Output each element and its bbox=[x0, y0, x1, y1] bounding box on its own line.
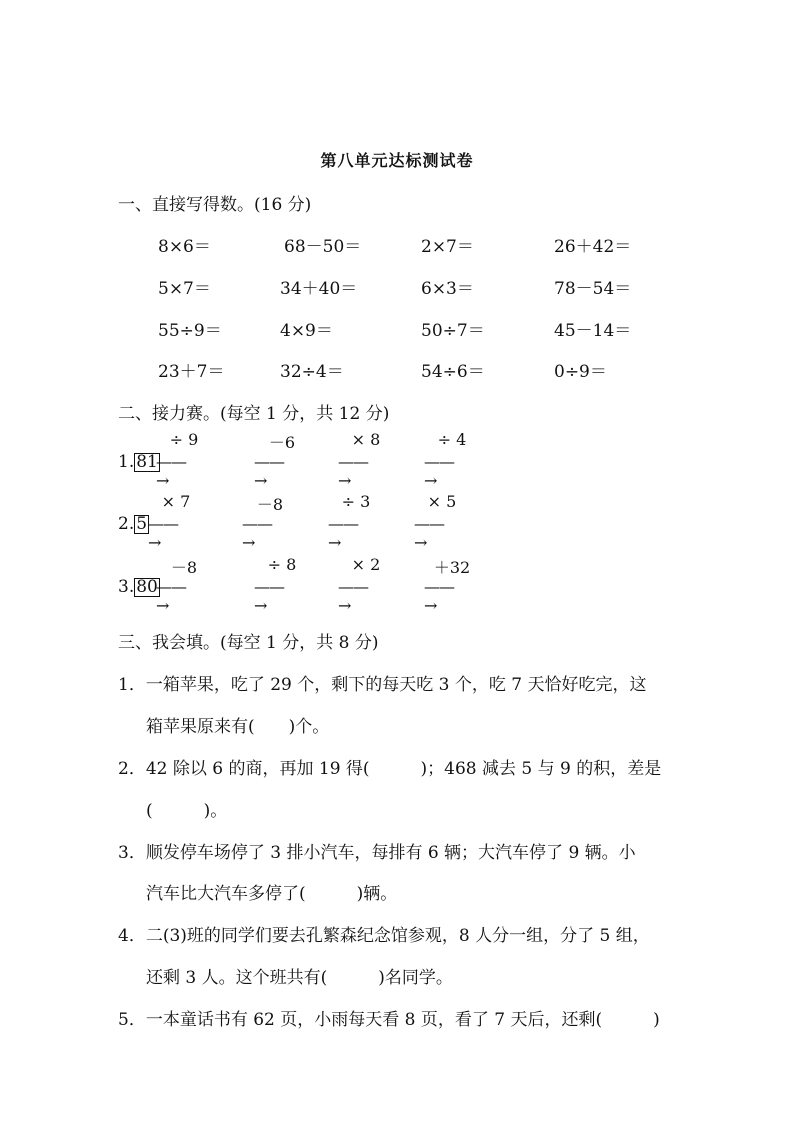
calc-item: 5×7＝ bbox=[158, 279, 211, 299]
arrow-icon: ——→ bbox=[156, 577, 186, 615]
calc-item: 6×3＝ bbox=[421, 279, 474, 299]
question-4-line-2: 还剩 3 人。这个班共有( )名同学。 bbox=[146, 968, 453, 988]
calc-item: 0÷9＝ bbox=[554, 362, 607, 382]
question-3-line-1: 3．顺发停车场停了 3 排小汽车，每排有 6 辆；大汽车停了 9 辆。小 bbox=[118, 843, 636, 863]
question-1-line-2: 箱苹果原来有( )个。 bbox=[146, 717, 330, 737]
calc-item: 32÷4＝ bbox=[280, 362, 344, 382]
operation-label: × 7 bbox=[161, 492, 191, 511]
arrow-icon: ——→ bbox=[414, 514, 444, 552]
calc-item: 8×6＝ bbox=[158, 237, 211, 257]
start-number-box: 5 bbox=[136, 514, 148, 534]
arrow-icon: ——→ bbox=[338, 577, 368, 615]
arrow-icon: ——→ bbox=[242, 514, 272, 552]
calc-item: 4×9＝ bbox=[280, 321, 333, 341]
question-5-line-1: 5．一本童话书有 62 页，小雨每天看 8 页，看了 7 天后，还剩( ) bbox=[118, 1010, 660, 1030]
operation-label: ÷ 8 bbox=[267, 555, 297, 574]
arrow-icon: ——→ bbox=[424, 577, 454, 615]
operation-label: ÷ 4 bbox=[437, 430, 467, 449]
section2-heading: 二、接力赛。(每空 1 分，共 12 分) bbox=[118, 404, 390, 424]
start-number-box: 81 bbox=[136, 452, 158, 472]
page-title: 第八单元达标测试卷 bbox=[320, 151, 474, 170]
operation-label: ÷ 3 bbox=[341, 492, 371, 511]
calc-item: 68－50＝ bbox=[284, 237, 362, 257]
operation-label: ＋32 bbox=[433, 558, 471, 577]
section3-heading: 三、我会填。(每空 1 分，共 8 分) bbox=[118, 633, 379, 653]
chain-number: 1. bbox=[118, 452, 135, 472]
calc-item: 23＋7＝ bbox=[158, 362, 225, 382]
arrow-icon: ——→ bbox=[254, 452, 284, 490]
start-number-box: 80 bbox=[136, 577, 158, 597]
arrow-icon: ——→ bbox=[338, 452, 368, 490]
calc-item: 78－54＝ bbox=[554, 279, 632, 299]
calc-item: 54÷6＝ bbox=[421, 362, 485, 382]
operation-label: × 5 bbox=[427, 492, 457, 511]
question-4-line-1: 4．二(3)班的同学们要去孔繁森纪念馆参观，8 人分一组，分了 5 组， bbox=[118, 926, 650, 946]
question-1-line-1: 1．一箱苹果，吃了 29 个，剩下的每天吃 3 个，吃 7 天恰好吃完，这 bbox=[118, 675, 647, 695]
arrow-icon: ——→ bbox=[148, 514, 178, 552]
chain-number: 3. bbox=[118, 577, 135, 597]
operation-label: × 8 bbox=[351, 430, 381, 449]
section1-heading: 一、直接写得数。(16 分) bbox=[118, 195, 312, 215]
calc-item: 50÷7＝ bbox=[421, 321, 485, 341]
arrow-icon: ——→ bbox=[156, 452, 186, 490]
calc-item: 26＋42＝ bbox=[554, 237, 632, 257]
chain-number: 2. bbox=[118, 514, 135, 534]
operation-label: －6 bbox=[268, 433, 296, 452]
question-3-line-2: 汽车比大汽车多停了( )辆。 bbox=[146, 884, 398, 904]
operation-label: －8 bbox=[170, 558, 198, 577]
question-2-line-1: 2．42 除以 6 的商，再加 19 得( )；468 减去 5 与 9 的积，差是 bbox=[118, 759, 662, 779]
arrow-icon: ——→ bbox=[254, 577, 284, 615]
operation-label: ÷ 9 bbox=[169, 430, 199, 449]
arrow-icon: ——→ bbox=[328, 514, 358, 552]
question-2-line-2: ( )。 bbox=[146, 801, 228, 821]
operation-label: × 2 bbox=[351, 555, 381, 574]
arrow-icon: ——→ bbox=[424, 452, 454, 490]
operation-label: －8 bbox=[256, 495, 284, 514]
calc-item: 2×7＝ bbox=[421, 237, 474, 257]
calc-item: 55÷9＝ bbox=[158, 321, 222, 341]
calc-item: 45－14＝ bbox=[554, 321, 632, 341]
calc-item: 34＋40＝ bbox=[280, 279, 358, 299]
